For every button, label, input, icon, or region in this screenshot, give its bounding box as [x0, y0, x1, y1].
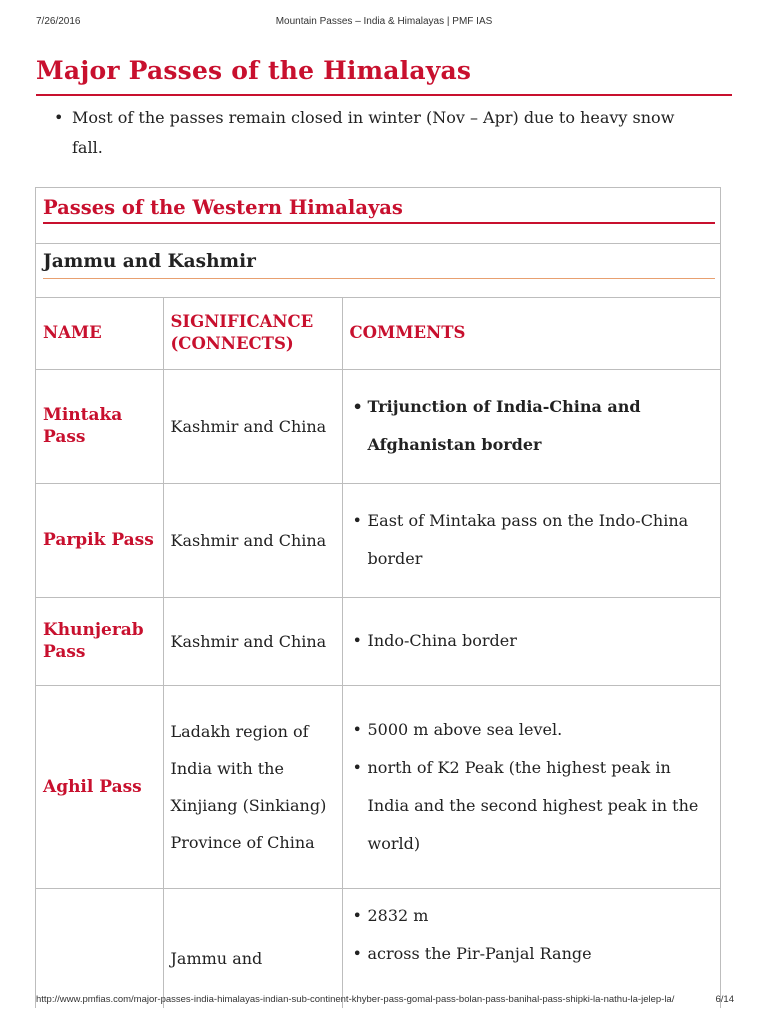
comment-bullet: • 5000 m above sea level.	[350, 711, 714, 749]
intro-list	[54, 103, 694, 163]
comment-bullet: • Trijunction of India-China and Afghanistan border	[350, 388, 714, 464]
pass-significance: Kashmir and China	[163, 483, 342, 597]
pass-comments	[342, 888, 720, 1008]
pass-name: Khunjerab Pass	[36, 597, 163, 685]
pass-significance: Jammu and	[163, 888, 342, 1008]
page-number: 6/14	[715, 994, 734, 1005]
pass-significance: Ladakh region of India with the Xinjiang (Sinkiang) Province of China	[163, 685, 342, 888]
table-row	[36, 888, 720, 1008]
pass-name	[36, 888, 163, 1008]
column-header-significance: SIGNIFICANCE (CONNECTS)	[163, 298, 342, 369]
pass-significance: Kashmir and China	[163, 597, 342, 685]
comment-bullet: • north of K2 Peak (the highest peak in India and the second highest peak in the world)	[350, 749, 714, 863]
pass-comments	[342, 597, 720, 685]
pass-comments	[342, 483, 720, 597]
subsection-title: Jammu and Kashmir	[43, 251, 256, 272]
section-title: Passes of the Western Himalayas	[43, 196, 403, 219]
comment-bullet: • Indo-China border	[350, 622, 714, 660]
passes-table	[36, 298, 720, 1008]
intro-bullet: • Most of the passes remain closed in winter (Nov – Apr) due to heavy snow fall.	[54, 103, 694, 163]
title-underline	[36, 94, 732, 96]
page-title: Major Passes of the Himalayas	[36, 56, 472, 85]
pass-name: Aghil Pass	[36, 685, 163, 888]
print-footer	[0, 994, 768, 1010]
comment-bullet: • 2832 m	[350, 897, 714, 935]
table-row	[36, 369, 720, 483]
column-header-comments: COMMENTS	[342, 298, 720, 369]
pass-comments	[342, 369, 720, 483]
source-url[interactable]: http://www.pmfias.com/major-passes-india-himalayas-indian-sub-continent-khyber-pass-gomal-pass-bolan-pass-banihal-pass-shipki-la-nathu-la-jelep-la/	[36, 994, 675, 1005]
subsection-title-underline	[43, 278, 715, 279]
table-header-row	[36, 298, 720, 369]
table-row	[36, 685, 720, 888]
comment-bullet: • East of Mintaka pass on the Indo-China border	[350, 502, 714, 578]
print-header	[0, 16, 768, 32]
column-header-name: NAME	[36, 298, 163, 369]
table-row	[36, 597, 720, 685]
pass-significance: Kashmir and China	[163, 369, 342, 483]
print-date: 7/26/2016	[36, 16, 81, 27]
section-heading-row	[36, 188, 720, 244]
pass-name: Parpik Pass	[36, 483, 163, 597]
print-page-title: Mountain Passes – India & Himalayas | PMF IAS	[275, 16, 493, 27]
subsection-heading-row	[36, 244, 720, 298]
pass-comments	[342, 685, 720, 888]
passes-content-box	[35, 187, 721, 1008]
section-title-underline	[43, 222, 715, 224]
comment-bullet: • across the Pir-Panjal Range	[350, 935, 714, 973]
pass-name: Mintaka Pass	[36, 369, 163, 483]
table-row	[36, 483, 720, 597]
